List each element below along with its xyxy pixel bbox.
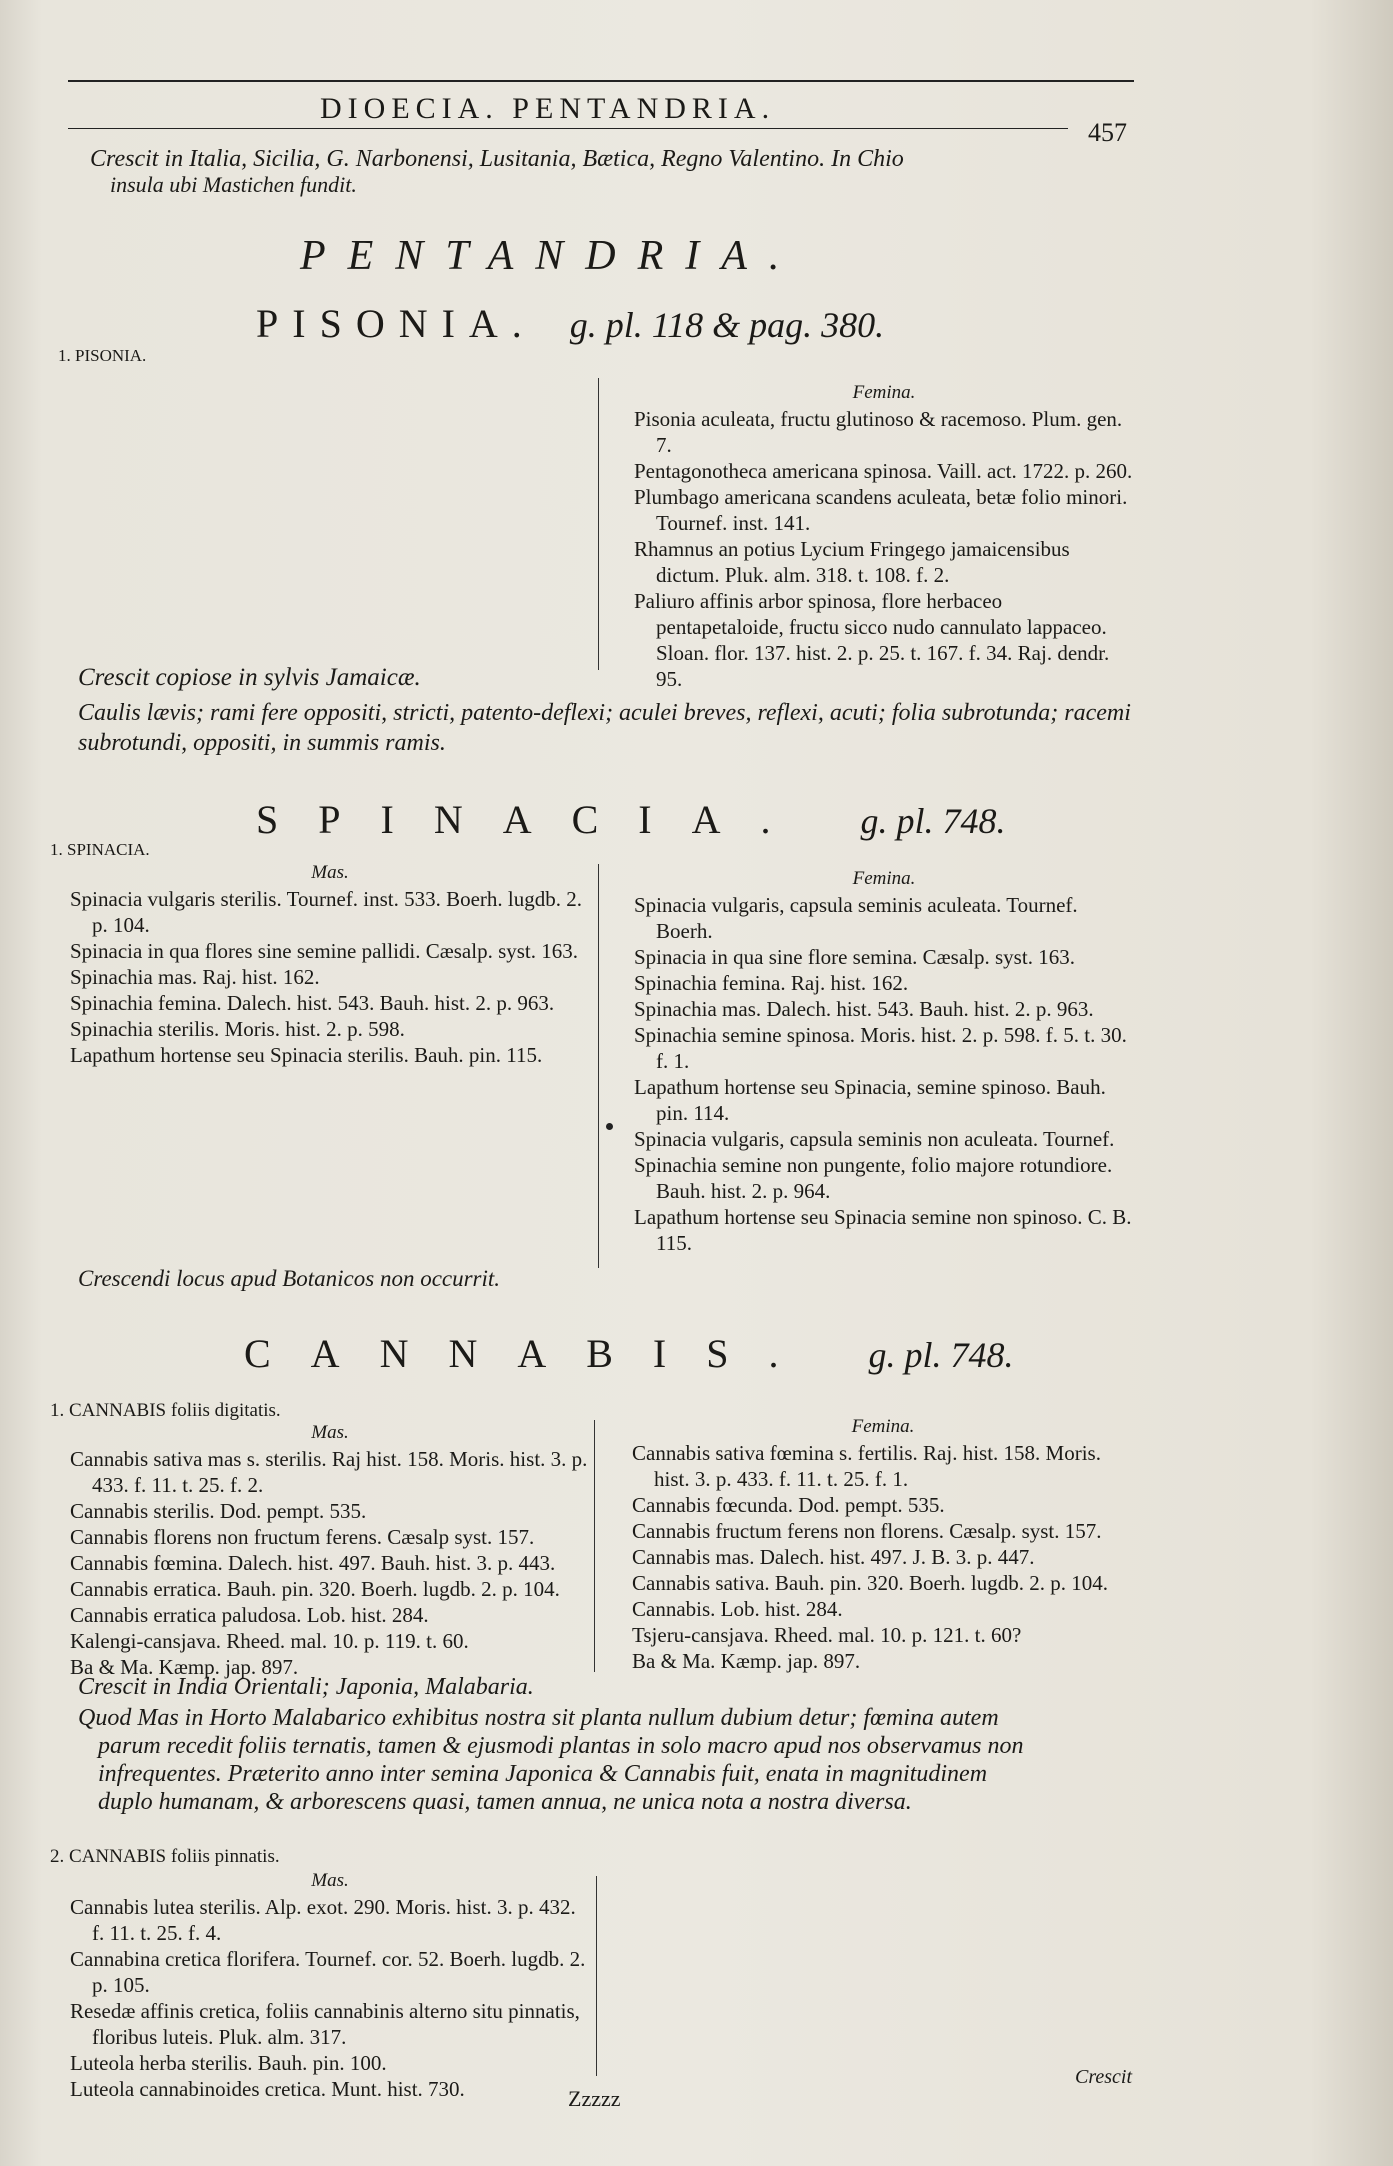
- pisonia-habitat: Crescit copiose in sylvis Jamaicæ.: [78, 664, 421, 691]
- cannabis-mas-synonym: Ba & Ma. Kæmp. jap. 897.: [70, 1655, 299, 1679]
- spinacia-column-divider: [598, 864, 599, 1268]
- spinacia-femina-synonym: Lapathum hortense seu Spinacia, semine spinoso. Bauh. pin. 114.: [634, 1075, 1106, 1125]
- cannabis-entry-label-2: 2. CANNABIS foliis pinnatis.: [50, 1846, 280, 1867]
- cannabis-femina-synonym: Cannabis fœcunda. Dod. pempt. 535.: [632, 1493, 945, 1517]
- cannabis-note-line: parum recedit foliis ternatis, tamen & ejusmodi plantas in solo macro apud nos observamus non: [98, 1733, 1024, 1759]
- pisonia-genus-name: PISONIA.: [256, 301, 536, 346]
- cannabis-mas-synonym: Kalengi-cansjava. Rheed. mal. 10. p. 119. t. 60.: [70, 1629, 469, 1653]
- spinacia-mas-synonym: Spinacia in qua flores sine semine pallidi. Cæsalp. syst. 163.: [70, 939, 579, 963]
- spinacia-genus-ref: g. pl. 748.: [860, 801, 1006, 841]
- cannabis2-mas-synonym: Cannabina cretica florifera. Tournef. cor. 52. Boerh. lugdb. 2. p. 105.: [70, 1947, 586, 1997]
- cannabis-column-divider: [594, 1420, 595, 1672]
- cannabis-femina-synonym: Ba & Ma. Kæmp. jap. 897.: [632, 1649, 861, 1673]
- spinacia-genus-name: SPINACIA.: [256, 797, 811, 842]
- cannabis-femina-synonym: Cannabis fructum ferens non florens. Cæsalp. syst. 157.: [632, 1519, 1102, 1543]
- pisonia-synonym: Plumbago americana scandens aculeata, betæ folio minori. Tournef. inst. 141.: [634, 485, 1128, 535]
- spinacia-femina-synonym: Spinachia semine spinosa. Moris. hist. 2. p. 598. f. 5. t. 30. f. 1.: [634, 1023, 1127, 1073]
- prev-habitat-line1: Crescit in Italia, Sicilia, G. Narbonensi, Lusitania, Bætica, Regno Valentino. In Chio: [90, 146, 904, 172]
- section-title: PENTANDRIA.: [300, 233, 802, 279]
- spinacia-genus-heading: [256, 796, 1006, 843]
- cannabis-mas-heading: Mas.: [311, 1422, 349, 1443]
- cannabis2-column-divider: [596, 1876, 597, 2076]
- cannabis-femina-synonym: Cannabis sativa fœmina s. fertilis. Raj. hist. 158. Moris. hist. 3. p. 433. f. 11. t. 25. f. 1.: [632, 1441, 1101, 1491]
- cannabis2-mas-synonym: Resedæ affinis cretica, foliis cannabinis alterno situ pinnatis, floribus luteis. Pluk. alm. 317.: [70, 1999, 580, 2049]
- spinacia-femina-column: [634, 866, 1134, 1256]
- spinacia-femina-synonym: Spinachia semine non pungente, folio majore rotundiore. Bauh. hist. 2. p. 964.: [634, 1153, 1113, 1203]
- cannabis-femina-synonym: Cannabis. Lob. hist. 284.: [632, 1597, 843, 1621]
- cannabis-mas-synonym: Cannabis sterilis. Dod. pempt. 535.: [70, 1499, 367, 1523]
- cannabis-note-line: Quod Mas in Horto Malabarico exhibitus nostra sit planta nullum dubium detur; fœmina autem: [78, 1705, 999, 1731]
- cannabis-entry-label-1: 1. CANNABIS foliis digitatis.: [50, 1400, 281, 1421]
- spinacia-mas-synonym: Spinacia vulgaris sterilis. Tournef. inst. 533. Boerh. lugdb. 2. p. 104.: [70, 887, 582, 937]
- cannabis-genus-ref: g. pl. 748.: [868, 1335, 1014, 1375]
- page-number: 457: [1088, 118, 1127, 147]
- cannabis-mas-synonym: Cannabis sativa mas s. sterilis. Raj hist. 158. Moris. hist. 3. p. 433. f. 11. t. 25. f. 2.: [70, 1447, 588, 1497]
- cannabis-mas-synonym: Cannabis florens non fructum ferens. Cæsalp syst. 157.: [70, 1525, 535, 1549]
- cannabis-mas-column: [70, 1420, 590, 1680]
- cannabis2-mas-synonym: Luteola herba sterilis. Bauh. pin. 100.: [70, 2051, 387, 2075]
- cannabis2-mas-heading: Mas.: [311, 1870, 349, 1891]
- cannabis-femina-heading: Femina.: [851, 1416, 915, 1437]
- cannabis-mas-synonym: Cannabis erratica paludosa. Lob. hist. 284.: [70, 1603, 429, 1627]
- cannabis-note-line: duplo humanam, & arborescens quasi, tamen annua, ne unica nota a nostra diversa.: [98, 1789, 912, 1815]
- pisonia-synonym: Pisonia aculeata, fructu glutinoso & racemoso. Plum. gen. 7.: [634, 407, 1123, 457]
- variety-bullet-icon: [606, 1123, 613, 1130]
- pisonia-femina-column: [634, 380, 1134, 692]
- spinacia-femina-synonym: Spinacia vulgaris, capsula seminis non aculeata. Tournef.: [634, 1127, 1115, 1151]
- pisonia-genus-ref: g. pl. 118 & pag. 380.: [569, 305, 885, 345]
- spinacia-mas-synonym: Spinachia mas. Raj. hist. 162.: [70, 965, 320, 989]
- cannabis-femina-synonym: Cannabis mas. Dalech. hist. 497. J. B. 3. p. 447.: [632, 1545, 1035, 1569]
- cannabis2-mas-column: [70, 1868, 590, 2102]
- cannabis2-mas-synonym: Luteola cannabinoides cretica. Munt. hist. 730.: [70, 2077, 465, 2101]
- spinacia-femina-synonym: Lapathum hortense seu Spinacia semine non spinoso. C. B. 115.: [634, 1205, 1132, 1255]
- pisonia-description: Caulis lævis; rami fere oppositi, stricti, patento-deflexi; aculei breves, reflexi, acuti; folia subrotunda; racemi subrotundi, oppositi, in summis ramis.: [78, 700, 1131, 756]
- top-rule: [68, 80, 1134, 82]
- pisonia-entry-label: 1. PISONIA.: [58, 346, 147, 365]
- catchword: Crescit: [1075, 2066, 1133, 2088]
- pisonia-synonym: Pentagonotheca americana spinosa. Vaill. act. 1722. p. 260.: [634, 459, 1133, 483]
- spinacia-femina-synonym: Spinachia femina. Raj. hist. 162.: [634, 971, 909, 995]
- spinacia-entry-label: 1. SPINACIA.: [50, 840, 150, 859]
- signature-mark: Zzzzz: [568, 2086, 621, 2111]
- cannabis-mas-synonym: Cannabis erratica. Bauh. pin. 320. Boerh. lugdb. 2. p. 104.: [70, 1577, 560, 1601]
- header-underline: [68, 128, 1068, 129]
- cannabis-femina-synonym: Tsjeru-cansjava. Rheed. mal. 10. p. 121. t. 60?: [632, 1623, 1022, 1647]
- spinacia-femina-synonym: Spinacia vulgaris, capsula seminis aculeata. Tournef. Boerh.: [634, 893, 1078, 943]
- cannabis-femina-column: [632, 1414, 1134, 1674]
- spinacia-mas-heading: Mas.: [311, 862, 349, 883]
- spinacia-femina-heading: Femina.: [852, 868, 916, 889]
- pisonia-genus-heading: [256, 300, 884, 347]
- spinacia-femina-synonym: Spinachia mas. Dalech. hist. 543. Bauh. hist. 2. p. 963.: [634, 997, 1094, 1021]
- cannabis-habitat: Crescit in India Orientali; Japonia, Malabaria.: [78, 1674, 534, 1700]
- pisonia-synonym: Rhamnus an potius Lycium Fringego jamaicensibus dictum. Pluk. alm. 318. t. 108. f. 2.: [634, 537, 1070, 587]
- cannabis-mas-synonym: Cannabis fœmina. Dalech. hist. 497. Bauh. hist. 3. p. 443.: [70, 1551, 556, 1575]
- cannabis-note: [78, 1704, 1024, 1816]
- cannabis-genus-heading: [244, 1330, 1014, 1377]
- spinacia-mas-column: [70, 860, 590, 1068]
- spinacia-mas-synonym: Spinachia femina. Dalech. hist. 543. Bauh. hist. 2. p. 963.: [70, 991, 555, 1015]
- cannabis2-mas-synonym: Cannabis lutea sterilis. Alp. exot. 290. Moris. hist. 3. p. 432. f. 11. t. 25. f. 4.: [70, 1895, 576, 1945]
- cannabis-genus-name: CANNABIS.: [244, 1331, 819, 1376]
- spinacia-femina-synonym: Spinacia in qua sine flore semina. Cæsalp. syst. 163.: [634, 945, 1075, 969]
- pisonia-column-divider: [598, 378, 599, 670]
- pisonia-synonym: Paliuro affinis arbor spinosa, flore herbaceo pentapetaloide, fructu sicco nudo cannulato lappaceo. Sloan. flor. 137. hist. 2. p. 25. t. 167. f. 34. Raj. dendr. 95.: [634, 589, 1110, 691]
- prev-habitat-line2: insula ubi Mastichen fundit.: [110, 172, 357, 197]
- pisonia-femina-heading: Femina.: [852, 382, 916, 403]
- cannabis-note-line: infrequentes. Præterito anno inter semina Japonica & Cannabis fuit, enata in magnitudinem: [98, 1761, 988, 1787]
- spinacia-mas-synonym: Spinachia sterilis. Moris. hist. 2. p. 598.: [70, 1017, 405, 1041]
- running-title: DIOECIA. PENTANDRIA.: [320, 92, 776, 125]
- spinacia-habitat: Crescendi locus apud Botanicos non occurrit.: [78, 1266, 501, 1291]
- cannabis-femina-synonym: Cannabis sativa. Bauh. pin. 320. Boerh. lugdb. 2. p. 104.: [632, 1571, 1108, 1595]
- spinacia-mas-synonym: Lapathum hortense seu Spinacia sterilis. Bauh. pin. 115.: [70, 1043, 543, 1067]
